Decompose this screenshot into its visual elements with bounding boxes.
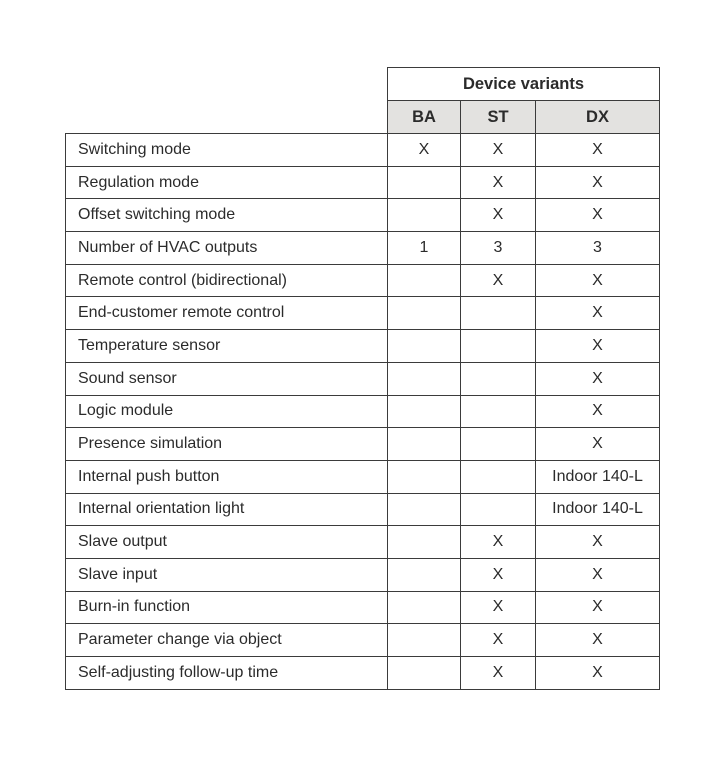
value-cell-st: X: [461, 134, 536, 167]
value-cell-st: 3: [461, 232, 536, 265]
column-header-st: ST: [461, 101, 536, 134]
feature-cell: Number of HVAC outputs: [66, 232, 388, 265]
feature-cell: Self-adjusting follow-up time: [66, 657, 388, 690]
value-cell-st: X: [461, 657, 536, 690]
value-cell-st: [461, 460, 536, 493]
value-cell-dx: X: [536, 134, 660, 167]
feature-cell: Internal push button: [66, 460, 388, 493]
table-row: [66, 428, 660, 461]
value-cell-st: [461, 428, 536, 461]
value-cell-dx: X: [536, 395, 660, 428]
value-cell-ba: X: [388, 134, 461, 167]
table-row: [66, 395, 660, 428]
feature-cell: Slave output: [66, 526, 388, 559]
value-cell-dx: X: [536, 199, 660, 232]
value-cell-ba: [388, 297, 461, 330]
table-row: [66, 362, 660, 395]
value-cell-dx: X: [536, 624, 660, 657]
feature-cell: Sound sensor: [66, 362, 388, 395]
feature-cell: End-customer remote control: [66, 297, 388, 330]
table-row: [66, 624, 660, 657]
group-header-row: [66, 68, 660, 101]
value-cell-dx: X: [536, 297, 660, 330]
value-cell-ba: [388, 330, 461, 363]
value-cell-dx: X: [536, 264, 660, 297]
value-cell-ba: [388, 526, 461, 559]
table-row: [66, 297, 660, 330]
feature-cell: Remote control (bidirectional): [66, 264, 388, 297]
value-cell-dx: X: [536, 526, 660, 559]
value-cell-ba: [388, 493, 461, 526]
table-row: [66, 493, 660, 526]
value-cell-ba: [388, 166, 461, 199]
value-cell-ba: [388, 395, 461, 428]
value-cell-dx: X: [536, 362, 660, 395]
table-row: [66, 657, 660, 690]
table-row: [66, 591, 660, 624]
value-cell-ba: [388, 624, 461, 657]
feature-cell: Logic module: [66, 395, 388, 428]
value-cell-dx: X: [536, 657, 660, 690]
table-body: [66, 134, 660, 690]
table-row: [66, 460, 660, 493]
column-header-dx: DX: [536, 101, 660, 134]
value-cell-st: [461, 330, 536, 363]
value-cell-ba: [388, 264, 461, 297]
value-cell-dx: Indoor 140-L: [536, 493, 660, 526]
value-cell-ba: [388, 460, 461, 493]
group-header-label: Device variants: [388, 68, 660, 101]
feature-cell: Switching mode: [66, 134, 388, 167]
table-row: [66, 264, 660, 297]
value-cell-ba: [388, 199, 461, 232]
feature-cell: Regulation mode: [66, 166, 388, 199]
table-row: [66, 166, 660, 199]
feature-cell: Offset switching mode: [66, 199, 388, 232]
value-cell-dx: X: [536, 166, 660, 199]
value-cell-st: X: [461, 624, 536, 657]
value-cell-st: X: [461, 264, 536, 297]
value-cell-st: [461, 297, 536, 330]
value-cell-st: X: [461, 166, 536, 199]
value-cell-st: [461, 362, 536, 395]
table-row: [66, 558, 660, 591]
header-spacer: [66, 68, 388, 101]
column-header-ba: BA: [388, 101, 461, 134]
value-cell-st: X: [461, 199, 536, 232]
value-cell-ba: [388, 558, 461, 591]
table-row: [66, 232, 660, 265]
value-cell-dx: 3: [536, 232, 660, 265]
value-cell-dx: Indoor 140-L: [536, 460, 660, 493]
feature-cell: Burn-in function: [66, 591, 388, 624]
value-cell-ba: [388, 657, 461, 690]
feature-cell: Parameter change via object: [66, 624, 388, 657]
table-row: [66, 134, 660, 167]
value-cell-st: [461, 493, 536, 526]
feature-cell: Internal orientation light: [66, 493, 388, 526]
feature-cell: Presence simulation: [66, 428, 388, 461]
value-cell-ba: [388, 591, 461, 624]
feature-cell: Slave input: [66, 558, 388, 591]
value-cell-dx: X: [536, 558, 660, 591]
value-cell-st: X: [461, 591, 536, 624]
device-variants-table: [65, 67, 660, 690]
feature-cell: Temperature sensor: [66, 330, 388, 363]
value-cell-ba: [388, 428, 461, 461]
table-row: [66, 199, 660, 232]
value-cell-dx: X: [536, 591, 660, 624]
value-cell-dx: X: [536, 428, 660, 461]
table-row: [66, 526, 660, 559]
column-header-row: [66, 101, 660, 134]
value-cell-st: X: [461, 526, 536, 559]
value-cell-st: [461, 395, 536, 428]
value-cell-st: X: [461, 558, 536, 591]
value-cell-dx: X: [536, 330, 660, 363]
table-row: [66, 330, 660, 363]
value-cell-ba: [388, 362, 461, 395]
value-cell-ba: 1: [388, 232, 461, 265]
header-spacer: [66, 101, 388, 134]
